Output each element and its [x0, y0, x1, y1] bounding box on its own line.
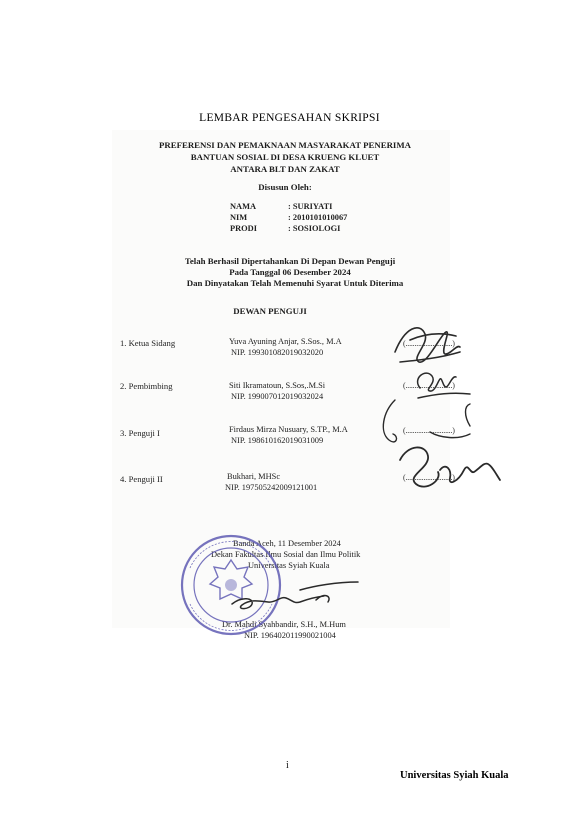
examiner-3-role: 3. Penguji I	[120, 428, 160, 438]
examiner-1-nip: NIP. 199301082019032020	[231, 348, 324, 357]
author-nim-value: : 2010101010067	[288, 213, 348, 222]
page-number: i	[286, 760, 289, 771]
examiner-4-name: Bukhari, MHSc	[227, 472, 281, 481]
thesis-title-line-3: ANTARA BLT DAN ZAKAT	[230, 164, 340, 174]
examiner-1-role: 1. Ketua Sidang	[120, 338, 176, 348]
page-title: LEMBAR PENGESAHAN SKRIPSI	[199, 112, 380, 124]
examiner-3-name: Firdaus Mirza Nusuary, S.TP., M.A	[229, 425, 348, 434]
examiner-4-nip: NIP. 197505242009121001	[225, 483, 318, 492]
thesis-title-line-2: BANTUAN SOSIAL DI DESA KRUENG KLUET	[190, 152, 380, 162]
footer-university: Universitas Syiah Kuala	[400, 770, 509, 781]
approval-institution: Universitas Syiah Kuala	[248, 561, 330, 570]
examiner-4-signature-line: (..........................)	[403, 473, 455, 482]
examiner-2-signature-line: (..........................)	[403, 381, 455, 390]
examiner-2-nip: NIP. 199007012019032024	[231, 392, 324, 401]
statement-line-3: Dan Dinyatakan Telah Memenuhi Syarat Untuk Diterima	[186, 278, 404, 288]
author-name-label: NAMA	[230, 202, 257, 211]
examiner-3-nip: NIP. 198610162019031009	[231, 436, 324, 445]
examiner-1-signature-line: (..........................)	[403, 339, 455, 348]
thesis-title-line-1: PREFERENSI DAN PEMAKNAAN MASYARAKAT PENERIMA	[158, 140, 412, 150]
examiner-3-signature-line: (..........................)	[403, 426, 455, 435]
examiner-4-role: 4. Penguji II	[120, 474, 163, 484]
examiner-2-name: Siti Ikramatoun, S.Sos,.M.Si	[229, 381, 326, 390]
dean-name: Dr. Mahdi Syahbandir, S.H., M.Hum	[222, 620, 346, 629]
author-name-value: : SURIYATI	[288, 202, 333, 211]
compiled-by-label: Disusun Oleh:	[258, 182, 312, 192]
dean-nip: NIP. 196402011990021004	[244, 631, 336, 640]
statement-line-1: Telah Berhasil Dipertahankan Di Depan Dewan Penguji	[184, 256, 396, 266]
approval-place-date: Banda Aceh, 11 Desember 2024	[233, 539, 341, 548]
board-heading: DEWAN PENGUJI	[233, 306, 307, 316]
author-prodi-label: PRODI	[230, 224, 257, 233]
author-prodi-value: : SOSIOLOGI	[288, 224, 341, 233]
approval-position: Dekan Fakultas Ilmu Sosial dan Ilmu Politik	[211, 550, 361, 559]
examiner-1-name: Yuva Ayuning Anjar, S.Sos., M.A	[229, 337, 342, 346]
statement-line-2: Pada Tanggal 06 Desember 2024	[229, 267, 351, 277]
author-nim-label: NIM	[230, 213, 248, 222]
examiner-2-role: 2. Pembimbing	[120, 381, 173, 391]
